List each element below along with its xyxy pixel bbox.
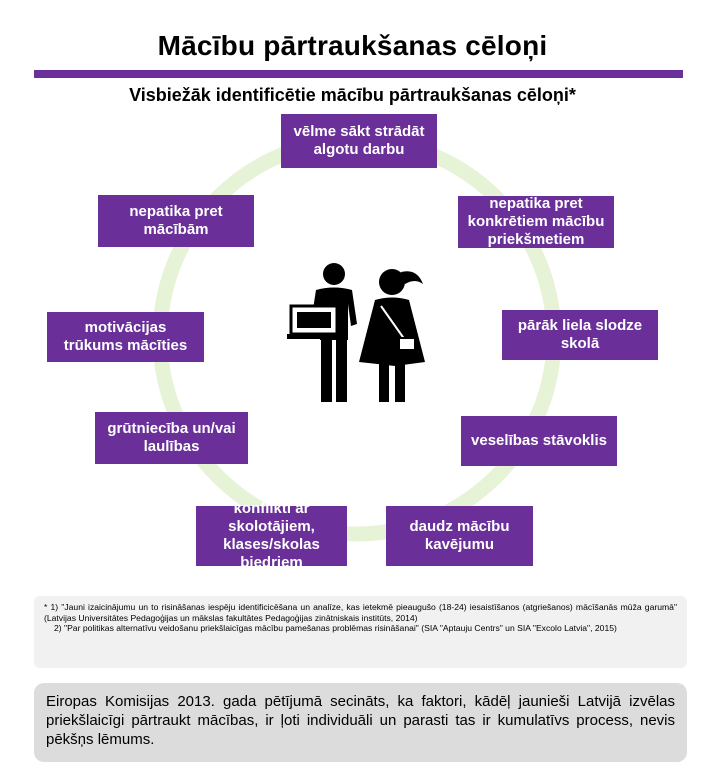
cause-dislike-subjects: nepatika pret konkrētiem mācību priekšmetiem <box>458 196 614 248</box>
page-title: Mācību pārtraukšanas cēloņi <box>157 30 548 61</box>
cause-motivation: motivācijas trūkums mācīties <box>47 312 204 362</box>
cause-health: veselības stāvoklis <box>461 416 617 466</box>
reference-1: * 1) "Jauni izaicinājumu un to risināšanas iespēju identificicēšana un analīze, kas ietekmē pieaugušo (18-24) iesaistīšanos (atgriešanos) mācīšanās mūža garumā" (Latvijas Universitātes Pedagoģijas un mākslas fakultātes Pedagoģijas zinātniskais institūts, 2014) <box>44 602 677 623</box>
cause-work: vēlme sākt strādāt algotu darbu <box>281 114 437 168</box>
conclusion-box: Eiropas Komisijas 2013. gada pētījumā secināts, ka faktori, kādēļ jaunieši Latvijā izvēlas priekšlaicīgi pārtraukt mācības, ir ļoti individuāli un parasti tas ir kumulatīvs process, nevis pēkšņs lēmums. <box>34 683 687 762</box>
cause-absences: daudz mācību kavējumu <box>386 506 533 566</box>
cause-workload: pārāk liela slodze skolā <box>502 310 658 360</box>
cause-dislike-learning: nepatika pret mācībām <box>98 195 254 247</box>
students-with-laptop-icon <box>285 262 435 412</box>
cause-pregnancy: grūtniecība un/vai laulības <box>95 412 248 464</box>
cause-conflicts: konflikti ar skolotājiem, klases/skolas biedriem <box>196 506 347 566</box>
page-subtitle: Visbiežāk identificētie mācību pārtraukšanas cēloņi* <box>129 85 576 105</box>
references-box <box>34 596 687 668</box>
reference-2: 2) "Par politikas alternatīvu veidošanu priekšlaicīgas mācību pamešanas problēmas risināšanai" (SIA "Aptauju Centrs" un SIA "Excolo Latvia", 2015) <box>54 623 617 633</box>
